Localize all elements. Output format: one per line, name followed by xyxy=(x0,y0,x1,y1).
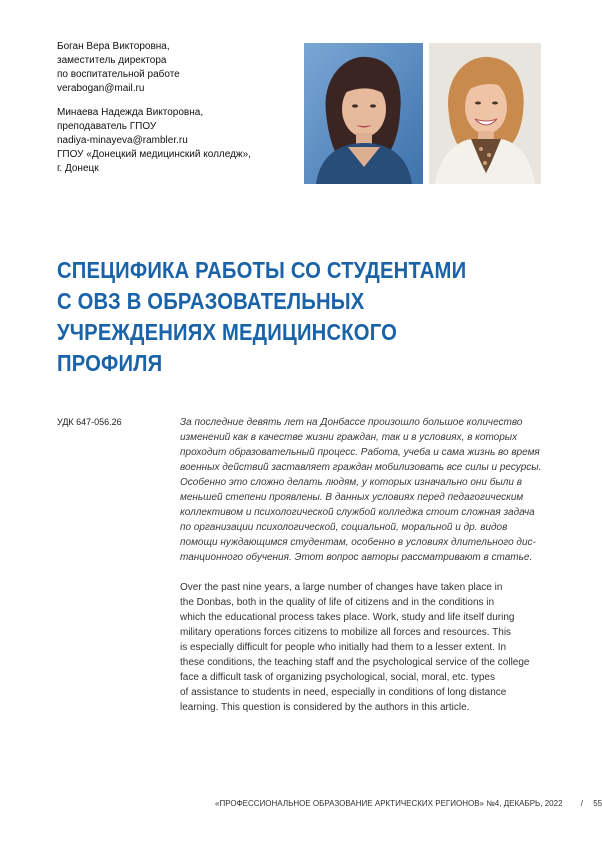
journal-name: «ПРОФЕССИОНАЛЬНОЕ ОБРАЗОВАНИЕ АРКТИЧЕСКИХ РЕГИОНОВ» №4, ДЕКАБРЬ, 2022 xyxy=(215,799,563,808)
abstract-en-line: learning. This question is considered by the authors in this article. xyxy=(180,702,470,713)
abstract-ru-line: Особенно это сложно делать людям, у которых изначально они были в xyxy=(180,477,522,488)
author-2-email: nadiya-minayeva@rambler.ru xyxy=(57,135,188,146)
abstract-en-line: which the educational process takes place. Work, study and life itself during xyxy=(180,612,515,623)
title-line: ПРОФИЛЯ xyxy=(57,350,163,376)
abstract xyxy=(180,415,545,715)
title-line: С ОВЗ В ОБРАЗОВАТЕЛЬНЫХ xyxy=(57,288,365,314)
author-2 xyxy=(57,106,297,176)
abstract-russian xyxy=(180,415,545,565)
title-line: УЧРЕЖДЕНИЯХ МЕДИЦИНСКОГО xyxy=(57,319,398,345)
author-2-city: г. Донецк xyxy=(57,163,99,174)
abstract-ru-line: изменений как в качестве жизни граждан, так и в условиях, в которых xyxy=(180,432,518,443)
abstract-en-line: of assistance to students in need, especially in conditions of long distance xyxy=(180,687,507,698)
page-number: 55 xyxy=(593,799,602,808)
abstract-english xyxy=(180,580,545,715)
abstract-ru-line: меньшей степени проявлены. В данных условиях перед педагогическим xyxy=(180,492,524,503)
abstract-ru-line: проходит образовательный процесс. Работа, учеба и сама жизнь во время xyxy=(180,447,540,458)
author-1-email: verabogan@mail.ru xyxy=(57,83,145,94)
abstract-en-line: the Donbas, both in the quality of life of citizens and in the conditions in xyxy=(180,597,495,608)
abstract-ru-line: военных действий заставляет граждан мобилизовать все силы и ресурсы. xyxy=(180,462,542,473)
title-line: СПЕЦИФИКА РАБОТЫ СО СТУДЕНТАМИ xyxy=(57,257,467,283)
author-2-organization: ГПОУ «Донецкий медицинский колледж», xyxy=(57,149,251,160)
abstract-ru-line: За последние девять лет на Донбассе произошло большое количество xyxy=(180,417,523,428)
author-1-photo xyxy=(304,43,423,184)
abstract-en-line: Over the past nine years, a large number of changes have taken place in xyxy=(180,582,503,593)
author-1-position: заместитель директора xyxy=(57,55,167,66)
abstract-ru-line: коллективом и психологической службой колледжа стоит сложная задача xyxy=(180,507,535,518)
abstract-en-line: military operations forces citizens to mobilize all forces and resources. This xyxy=(180,627,512,638)
author-1-position-2: по воспитательной работе xyxy=(57,69,180,80)
article-title xyxy=(57,255,479,379)
author-1 xyxy=(57,40,297,96)
abstract-ru-line: танционного обучения. Этот вопрос авторы рассматривают в статье. xyxy=(180,552,533,563)
author-2-position: преподаватель ГПОУ xyxy=(57,121,157,132)
abstract-en-line: face a difficult task of organizing psychological, social, moral, etc. types xyxy=(180,672,495,683)
authors-info xyxy=(57,40,297,186)
abstract-ru-line: помощи нуждающимся студентам, особенно в условиях длительного дис- xyxy=(180,537,536,548)
author-2-photo xyxy=(429,43,541,184)
abstract-ru-line: по организации психологической, социальной, моральной и др. видов xyxy=(180,522,508,533)
abstract-en-line: is especially difficult for people who initially had them to a lesser extent. In xyxy=(180,642,507,653)
abstract-en-line: these conditions, the teaching staff and the psychological service of the college xyxy=(180,657,530,668)
author-2-name: Минаева Надежда Викторовна, xyxy=(57,107,204,118)
page-footer xyxy=(215,799,602,808)
author-1-name: Боган Вера Викторовна, xyxy=(57,41,170,52)
udk-code: УДК 647-056.26 xyxy=(57,417,122,427)
footer-separator: / xyxy=(580,799,583,808)
